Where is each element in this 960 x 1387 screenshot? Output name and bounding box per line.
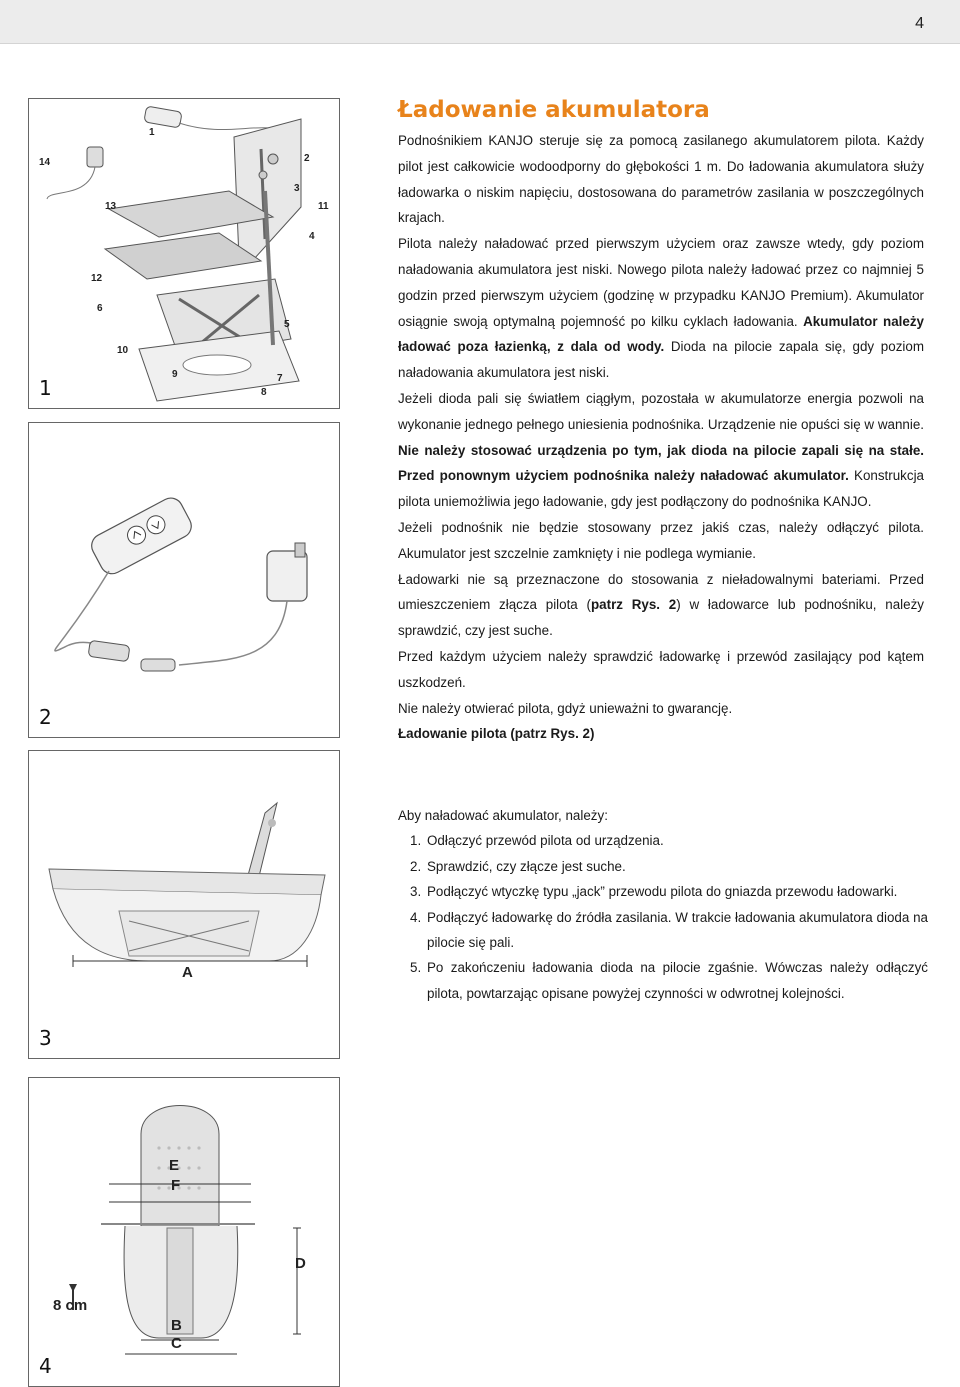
- step-number: 4.: [410, 909, 422, 925]
- bath-side-illustration: [29, 751, 340, 1059]
- bold-text: Akumulator należy ładować poza łazienką, z dala od wody.: [398, 313, 924, 355]
- text-run: Ładowarki nie są przeznaczone do stosowania z nieładowalnymi bateriami. Przed umieszczeniem złącza pilota (: [398, 571, 924, 613]
- paragraph: [398, 515, 924, 567]
- paragraph: [398, 128, 924, 231]
- paragraph: [398, 696, 924, 722]
- callout-9: 9: [172, 369, 178, 380]
- charging-steps: [398, 803, 928, 1006]
- figure-4-bath-section: [28, 1077, 340, 1387]
- step-number: 2.: [410, 858, 422, 874]
- callout-5: 5: [284, 319, 290, 330]
- step-item: [398, 879, 928, 904]
- step-text: Podłączyć wtyczkę typu „jack” przewodu pilota do gniazda przewodu ładowarki.: [427, 884, 898, 900]
- step-text: Po zakończeniu ładowania dioda na pilocie zgaśnie. Wówczas należy odłączyć pilota, powtarzając opisane powyżej czynności w odwrotnej kolejności.: [427, 960, 928, 1001]
- page-header: [0, 0, 960, 44]
- step-text: Odłączyć przewód pilota od urządzenia.: [427, 833, 664, 849]
- callout-11: 11: [318, 201, 329, 212]
- step-text: Sprawdzić, czy złącze jest suche.: [427, 858, 626, 874]
- callout-13: 13: [105, 201, 117, 212]
- page-number: 4: [915, 15, 924, 32]
- figure-2-remote-charger: [28, 422, 340, 738]
- step-item: [398, 955, 928, 1006]
- step-text: Podłączyć ładowarkę do źródła zasilania. W trakcie ładowania akumulatora dioda na pilocie się pali.: [427, 909, 928, 951]
- dimension-d: D: [295, 1255, 306, 1272]
- callout-14: 14: [39, 157, 51, 168]
- bold-text: 2: [668, 597, 677, 613]
- steps-intro: Aby naładować akumulator, należy:: [398, 808, 608, 823]
- bold-text: patrz Rys.: [590, 597, 661, 613]
- bath-lift-illustration: [29, 99, 340, 409]
- main-text-column: [398, 96, 924, 747]
- callout-2: 2: [304, 153, 310, 164]
- paragraph: [398, 644, 924, 696]
- callout-3: 3: [294, 183, 300, 194]
- callout-8: 8: [261, 387, 267, 398]
- dimension-a: A: [182, 964, 193, 981]
- dimension-b: B: [171, 1317, 182, 1334]
- step-item: [398, 828, 928, 853]
- figure-1-bath-lift: [28, 98, 340, 409]
- text-run: [660, 597, 669, 612]
- text-run: Nie należy otwierać pilota, gdyż unieważni to gwarancję.: [398, 700, 733, 716]
- paragraph: [398, 721, 924, 747]
- text-run: Dioda na pilocie zapala się, gdy poziom naładowania akumulatora jest niski.: [398, 339, 924, 381]
- step-item: [398, 905, 928, 956]
- callout-10: 10: [117, 345, 129, 356]
- figure-2-number: 2: [39, 705, 52, 729]
- step-number: 3.: [410, 884, 422, 900]
- steps-list: [398, 828, 928, 1006]
- paragraph: [398, 231, 924, 386]
- figure-3-bath-side: [28, 750, 340, 1059]
- bath-section-illustration: [29, 1078, 340, 1387]
- text-run: Jeżeli dioda pali się światłem ciągłym, pozostała w akumulatorze energia pozwoli na wykonanie jednego pełnego uniesienia podnośnika. Urządzenie nie opuści się w wannie.: [398, 390, 924, 432]
- callout-1: 1: [149, 127, 155, 138]
- section-title: Ładowanie akumulatora: [398, 97, 710, 123]
- step-item: [398, 854, 928, 879]
- dimension-c: C: [171, 1335, 182, 1352]
- text-run: Podnośnikiem KANJO steruje się za pomocą zasilanego akumulatorem pilota. Każdy pilot jest całkowicie wodoodporny do głębokości 1 m. Do ładowania akumulatora służy ładowarka o niskim napięciu, dostosowana do parametrów zasilania w poszczególnych krajach.: [398, 133, 924, 226]
- figure-3-number: 3: [39, 1026, 52, 1050]
- callout-4: 4: [309, 231, 315, 242]
- callout-6: 6: [97, 303, 103, 314]
- text-run: Pilota należy naładować przed pierwszym użyciem oraz zawsze wtedy, gdy poziom naładowania akumulatora jest niski. Nowego pilota należy ładować przez co najmniej 5 godzin przed pierwszym użyciem (godzinę w przypadku KANJO Premium). Akumulator osiągnie swoją optymalną pojemność po kilku cyklach ładowania.: [398, 236, 924, 329]
- paragraph: [398, 386, 924, 515]
- figure-4-number: 4: [39, 1354, 52, 1378]
- paragraphs: [398, 128, 924, 747]
- step-number: 5.: [410, 960, 422, 976]
- remote-charger-illustration: [29, 423, 340, 738]
- dimension-f: F: [171, 1177, 181, 1194]
- callout-7: 7: [277, 373, 283, 384]
- step-number: 1.: [410, 833, 422, 849]
- text-run: ) w ładowarce lub podnośniku, należy sprawdzić, czy jest suche.: [398, 597, 924, 639]
- bold-text: Ładowanie pilota (patrz Rys. 2): [398, 726, 595, 742]
- text-run: Jeżeli podnośnik nie będzie stosowany przez jakiś czas, należy odłączyć pilota. Akumulator jest szczelnie zamknięty i nie podlega wymianie.: [398, 519, 924, 561]
- callout-12: 12: [91, 273, 103, 284]
- figure-1-number: 1: [39, 376, 52, 400]
- bold-text: Nie należy stosować urządzenia po tym, jak dioda na pilocie zapali się na stałe. Przed ponownym użyciem podnośnika należy naładować akumulator.: [398, 442, 924, 484]
- dimension-e: E: [169, 1157, 180, 1174]
- text-run: Przed każdym użyciem należy sprawdzić ładowarkę i przewód zasilający pod kątem uszkodzeń.: [398, 648, 924, 690]
- dimension-8cm: 8 cm: [53, 1297, 88, 1314]
- text-run: Konstrukcja pilota uniemożliwia jego ładowanie, gdy jest podłączony do podnośnika KANJO.: [398, 468, 924, 510]
- paragraph: [398, 567, 924, 644]
